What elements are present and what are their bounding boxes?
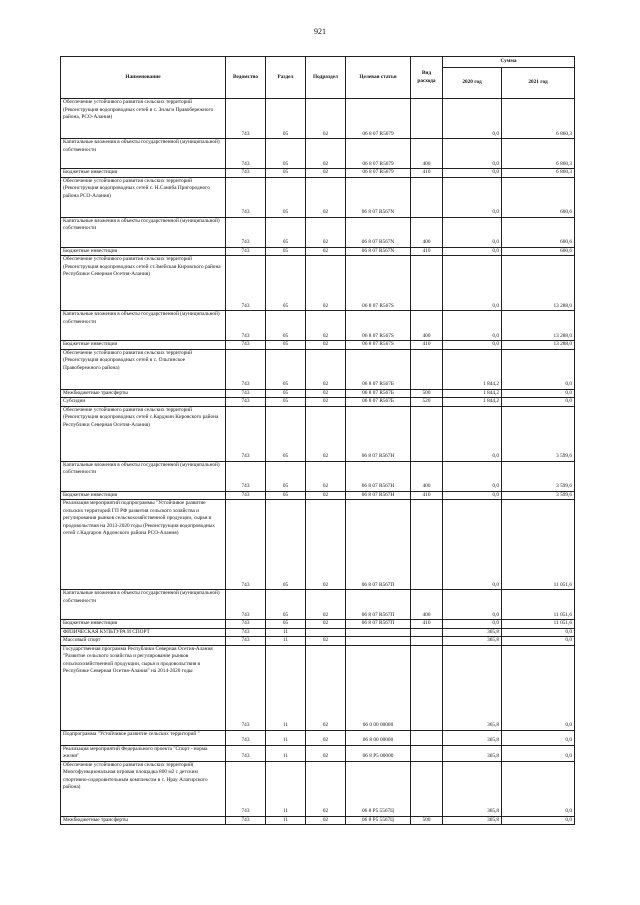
row-section: 11 [266, 761, 306, 816]
row-sum-2020: 0,0 [443, 341, 502, 350]
row-sum-2021: 6 860,3 [502, 99, 575, 139]
row-sum-2021: 0,0 [502, 645, 575, 730]
row-sum-2020: 0,0 [443, 620, 502, 629]
row-subsection: 02 [306, 406, 346, 461]
row-name: Бюджетные инвестиции [61, 341, 226, 350]
row-target: 06 8 07 R567П [346, 590, 411, 620]
row-ministry: 743 [226, 637, 266, 646]
row-name: Обеспечение устойчивого развития сельских территорий (Реконструкция водопроводных сетей в с. Ольгинское Правобережного района) [61, 349, 226, 389]
row-expense [411, 628, 443, 637]
row-name: Капитальные вложения в объекты государственной (муниципальной) собственности [61, 139, 226, 169]
row-section: 05 [266, 169, 306, 178]
row-section: 11 [266, 637, 306, 646]
row-subsection: 02 [306, 645, 346, 730]
page-number: 921 [314, 27, 326, 36]
row-target: 06 8 07 R567Б [346, 349, 411, 389]
row-sum-2021: 600,6 [502, 177, 575, 217]
row-expense: 400 [411, 311, 443, 341]
row-sum-2020: 365,8 [443, 637, 502, 646]
row-name: Обеспечение устойчивого развития сельских территорий (Реконструкция водопроводных сетей с. Н.Саниба Пригородного района РСО-Алания) [61, 177, 226, 217]
row-target: 06 8 07 R567N [346, 217, 411, 247]
row-sum-2020: 0,0 [443, 491, 502, 500]
row-expense: 410 [411, 491, 443, 500]
row-subsection: 02 [306, 389, 346, 398]
row-sum-2021: 0,0 [502, 628, 575, 637]
row-name: Бюджетные инвестиции [61, 247, 226, 256]
row-name: Обеспечение устойчивого развития сельских территорий (Реконструкция водопроводных сетей ст.Змейская Кировского района Республики Северная Осетия-Алания) [61, 256, 226, 311]
row-subsection: 02 [306, 311, 346, 341]
row-sum-2020: 365,8 [443, 645, 502, 730]
row-subsection: 02 [306, 247, 346, 256]
row-sum-2021: 6 860,3 [502, 139, 575, 169]
col-header-name: Наименование [61, 57, 226, 99]
row-expense: 500 [411, 816, 443, 825]
row-sum-2021: 3 599,6 [502, 491, 575, 500]
row-section: 05 [266, 139, 306, 169]
row-target: 06 8 07 R567H [346, 461, 411, 491]
row-sum-2021: 3 599,6 [502, 406, 575, 461]
row-sum-2021: 13 288,0 [502, 311, 575, 341]
row-sum-2020: 0,0 [443, 311, 502, 341]
row-name: Капитальные вложения в объекты государственной (муниципальной) собственности [61, 311, 226, 341]
row-sum-2020: 1 844,2 [443, 349, 502, 389]
row-target: 06 8 07 R567H [346, 491, 411, 500]
table-row [61, 620, 575, 629]
row-section: 05 [266, 177, 306, 217]
row-ministry: 743 [226, 177, 266, 217]
row-ministry: 743 [226, 761, 266, 816]
row-sum-2021: 0,0 [502, 730, 575, 745]
row-subsection: 02 [306, 398, 346, 407]
row-target: 06 8 07 R567N [346, 247, 411, 256]
row-ministry: 743 [226, 406, 266, 461]
table-row [61, 311, 575, 341]
row-subsection: 02 [306, 590, 346, 620]
row-sum-2021: 0,0 [502, 349, 575, 389]
row-sum-2020: 365,8 [443, 816, 502, 825]
row-ministry: 743 [226, 620, 266, 629]
row-target: 06 0 00 00000 [346, 645, 411, 730]
table-row [61, 406, 575, 461]
col-header-sum: Сумма [443, 57, 575, 68]
row-target: 06 8 07 R567H [346, 406, 411, 461]
row-section: 05 [266, 398, 306, 407]
row-ministry: 743 [226, 349, 266, 389]
col-header-2020: 2020 год [443, 68, 502, 99]
row-name: Обеспечение устойчивого развития сельских территорий (Реконструкция водопроводных сетей с.Карджин Кировского района Республики Северная Осетия-Алания) [61, 406, 226, 461]
table-row [61, 745, 575, 761]
row-subsection: 02 [306, 491, 346, 500]
table-body [61, 99, 575, 825]
row-sum-2020: 1 844,2 [443, 398, 502, 407]
row-sum-2020: 0,0 [443, 169, 502, 178]
row-expense: 410 [411, 341, 443, 350]
row-section: 05 [266, 389, 306, 398]
row-ministry: 743 [226, 256, 266, 311]
row-target: 06 8 07 R567П [346, 500, 411, 590]
row-expense: 400 [411, 590, 443, 620]
row-subsection: 02 [306, 637, 346, 646]
table-row [61, 99, 575, 139]
row-target: 06 8 07 R567Б [346, 389, 411, 398]
row-sum-2021: 11 051,6 [502, 590, 575, 620]
row-expense [411, 177, 443, 217]
table-row [61, 349, 575, 389]
row-name: Бюджетные инвестиции [61, 169, 226, 178]
row-section: 05 [266, 341, 306, 350]
row-ministry: 743 [226, 590, 266, 620]
row-sum-2020: 0,0 [443, 99, 502, 139]
row-name: Реализация мероприятий подпрограммы "Устойчивое развитие сельских территорий ГП РФ развития сельского хозяйства и регулирования рынков сельскохозяйственной продукции, сырья и продовольствия на 2013-2020 годы (Реконструкция водопроводных сетей с.Кадгарон Ардонского района РСО-Алания) [61, 500, 226, 590]
row-expense: 400 [411, 217, 443, 247]
row-subsection: 02 [306, 217, 346, 247]
row-name: Обеспечение устойчивого развития сельских территорий( Многофункциональная игровая площадка 800 м2 с детским спортивно-оздоровительным комплексом в с. Нрау Алагирского района) [61, 761, 226, 816]
row-section: 05 [266, 217, 306, 247]
row-section: 05 [266, 349, 306, 389]
row-sum-2020: 0,0 [443, 461, 502, 491]
row-sum-2020: 0,0 [443, 177, 502, 217]
row-target: 06 8 P5 5567Ц [346, 761, 411, 816]
row-subsection: 02 [306, 500, 346, 590]
row-ministry: 743 [226, 311, 266, 341]
row-ministry: 743 [226, 491, 266, 500]
table-row [61, 500, 575, 590]
row-sum-2020: 0,0 [443, 500, 502, 590]
row-ministry: 743 [226, 169, 266, 178]
table-row [61, 139, 575, 169]
row-sum-2021: 600,6 [502, 247, 575, 256]
row-expense [411, 745, 443, 761]
row-section: 11 [266, 645, 306, 730]
row-sum-2021: 3 599,6 [502, 461, 575, 491]
row-expense: 400 [411, 139, 443, 169]
row-sum-2021: 0,0 [502, 389, 575, 398]
row-ministry: 743 [226, 398, 266, 407]
col-header-ministry: Ведомство [226, 57, 266, 99]
table-row [61, 761, 575, 816]
row-subsection: 02 [306, 99, 346, 139]
row-ministry: 743 [226, 645, 266, 730]
row-expense [411, 256, 443, 311]
row-sum-2021: 11 051,6 [502, 500, 575, 590]
row-expense [411, 349, 443, 389]
row-subsection: 02 [306, 816, 346, 825]
row-section: 05 [266, 406, 306, 461]
row-name: Капитальные вложения в объекты государственной (муниципальной) собственности [61, 590, 226, 620]
row-sum-2020: 0,0 [443, 406, 502, 461]
row-section: 05 [266, 461, 306, 491]
table-row [61, 491, 575, 500]
row-expense [411, 761, 443, 816]
table-row [61, 398, 575, 407]
row-section: 05 [266, 311, 306, 341]
table-row [61, 730, 575, 745]
row-expense [411, 500, 443, 590]
row-expense: 500 [411, 389, 443, 398]
table-row [61, 590, 575, 620]
row-subsection: 02 [306, 256, 346, 311]
table-row [61, 256, 575, 311]
table-row [61, 389, 575, 398]
row-sum-2020: 1 844,2 [443, 389, 502, 398]
row-ministry: 743 [226, 500, 266, 590]
row-name: Подпрограмма "Устойчивое развитие сельских территорий " [61, 730, 226, 745]
row-target: 06 8 P5 5567Ц [346, 816, 411, 825]
table-row [61, 169, 575, 178]
row-section: 11 [266, 730, 306, 745]
row-subsection: 02 [306, 169, 346, 178]
row-sum-2021: 11 051,6 [502, 620, 575, 629]
row-sum-2020: 0,0 [443, 247, 502, 256]
row-sum-2020: 365,8 [443, 730, 502, 745]
row-subsection: 02 [306, 349, 346, 389]
row-name: Межбюджетные трансферты [61, 816, 226, 825]
row-sum-2021: 0,0 [502, 761, 575, 816]
row-section: 11 [266, 745, 306, 761]
row-name: Межбюджетные трансферты [61, 389, 226, 398]
table-row [61, 628, 575, 637]
table-row [61, 645, 575, 730]
row-section: 05 [266, 590, 306, 620]
table-row [61, 177, 575, 217]
row-expense: 410 [411, 247, 443, 256]
table-row [61, 341, 575, 350]
row-sum-2021: 6 860,3 [502, 169, 575, 178]
table-row [61, 461, 575, 491]
row-name: Обеспечение устойчивого развития сельских территорий (Реконструкция водопроводных сетей в с. Зильги Правобережного района, РСО-Алания) [61, 99, 226, 139]
row-expense: 400 [411, 461, 443, 491]
row-sum-2021: 0,0 [502, 745, 575, 761]
row-ministry: 743 [226, 389, 266, 398]
row-target: 06 8 07 R5679 [346, 99, 411, 139]
table-row [61, 247, 575, 256]
row-subsection: 02 [306, 341, 346, 350]
row-target: 06 8 07 R567S [346, 256, 411, 311]
row-sum-2021: 0,0 [502, 816, 575, 825]
col-header-section: Раздел [266, 57, 306, 99]
row-sum-2021: 0,0 [502, 637, 575, 646]
row-subsection: 02 [306, 745, 346, 761]
row-ministry: 743 [226, 461, 266, 491]
row-section: 11 [266, 816, 306, 825]
row-expense [411, 730, 443, 745]
row-sum-2021: 600,6 [502, 217, 575, 247]
row-name: Реализация мероприятий Федерального проекта "Спорт - норма жизни" [61, 745, 226, 761]
row-target: 06 8 00 00000 [346, 730, 411, 745]
row-sum-2020: 365,8 [443, 628, 502, 637]
row-subsection: 02 [306, 461, 346, 491]
row-target: 06 8 07 R5679 [346, 169, 411, 178]
row-name: Капитальные вложения в объекты государственной (муниципальной) собственности [61, 461, 226, 491]
row-expense: 410 [411, 169, 443, 178]
row-ministry: 743 [226, 217, 266, 247]
row-target: 06 8 07 R567N [346, 177, 411, 217]
row-section: 05 [266, 99, 306, 139]
row-ministry: 743 [226, 730, 266, 745]
row-target: 06 8 07 R5679 [346, 139, 411, 169]
row-ministry: 743 [226, 628, 266, 637]
col-header-expense: Вид расхода [411, 57, 443, 99]
row-sum-2021: 0,0 [502, 398, 575, 407]
row-name: Субсидии [61, 398, 226, 407]
row-target: 06 8 07 R567П [346, 620, 411, 629]
row-target: 06 8 07 R567Б [346, 398, 411, 407]
table-row [61, 637, 575, 646]
row-name: Бюджетные инвестиции [61, 620, 226, 629]
row-subsection: 02 [306, 620, 346, 629]
row-section: 05 [266, 247, 306, 256]
row-subsection: 02 [306, 730, 346, 745]
row-section: 11 [266, 628, 306, 637]
row-target: 06 8 07 R567S [346, 341, 411, 350]
row-expense: 410 [411, 620, 443, 629]
row-section: 05 [266, 256, 306, 311]
table-row [61, 217, 575, 247]
row-ministry: 743 [226, 247, 266, 256]
row-ministry: 743 [226, 99, 266, 139]
row-subsection: 02 [306, 761, 346, 816]
row-sum-2020: 0,0 [443, 256, 502, 311]
table-row [61, 816, 575, 825]
row-target [346, 628, 411, 637]
row-sum-2020: 0,0 [443, 217, 502, 247]
row-subsection [306, 628, 346, 637]
row-expense [411, 637, 443, 646]
row-name: Государственная программа Республики Северная Осетия-Алания "Развитие сельского хозяйства и регулирование рынков сельскохозяйственной продукции, сырья и продовольствия в Республике Северная Осетия-Алания" на 2014-2020 годы [61, 645, 226, 730]
row-ministry: 743 [226, 341, 266, 350]
col-header-target: Целевая статья [346, 57, 411, 99]
row-name: Массовый спорт [61, 637, 226, 646]
row-sum-2020: 365,8 [443, 761, 502, 816]
row-target: 06 8 07 R567S [346, 311, 411, 341]
row-section: 05 [266, 491, 306, 500]
row-target [346, 637, 411, 646]
row-subsection: 02 [306, 139, 346, 169]
row-sum-2021: 13 288,0 [502, 341, 575, 350]
row-expense [411, 645, 443, 730]
row-sum-2020: 0,0 [443, 590, 502, 620]
row-subsection: 02 [306, 177, 346, 217]
row-target: 06 8 P5 00000 [346, 745, 411, 761]
row-ministry: 743 [226, 139, 266, 169]
row-section: 05 [266, 620, 306, 629]
row-sum-2020: 365,8 [443, 745, 502, 761]
col-header-2021: 2021 год [502, 68, 575, 99]
row-expense [411, 99, 443, 139]
row-ministry: 743 [226, 745, 266, 761]
col-header-subsection: Подраздел [306, 57, 346, 99]
row-name: Бюджетные инвестиции [61, 491, 226, 500]
budget-table [60, 56, 575, 825]
row-name: ФИЗИЧЕСКАЯ КУЛЬТУРА И СПОРТ [61, 628, 226, 637]
row-section: 05 [266, 500, 306, 590]
row-name: Капитальные вложения в объекты государственной (муниципальной) собственности [61, 217, 226, 247]
row-sum-2020: 0,0 [443, 139, 502, 169]
row-ministry: 743 [226, 816, 266, 825]
row-expense [411, 406, 443, 461]
row-sum-2021: 13 288,0 [502, 256, 575, 311]
row-expense: 520 [411, 398, 443, 407]
